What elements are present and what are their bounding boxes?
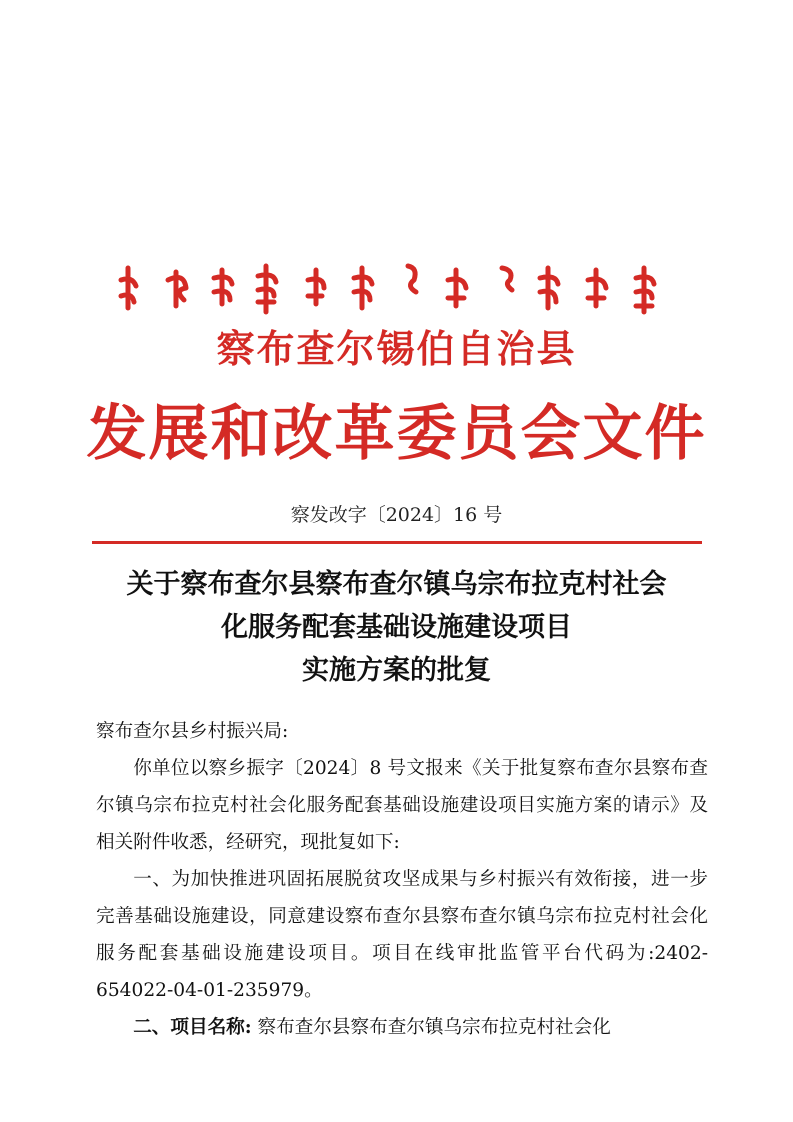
paragraph-3-label: 二、项目名称: (133, 1017, 252, 1038)
title-line-1: 关于察布查尔县察布查尔镇乌宗布拉克村社会 (126, 569, 667, 600)
paragraph-3-text: 察布查尔县察布查尔镇乌宗布拉克村社会化 (257, 1017, 611, 1038)
paragraph-2: 一、为加快推进巩固拓展脱贫攻坚成果与乡村振兴有效衔接，进一步完善基础设施建设，同意建设察布查尔县察布查尔镇乌宗布拉克村社会化服务配套基础设施建设项目。项目在线审批监管平台代码为:2402-654022-04-01-235979。 (96, 869, 708, 1001)
salutation: 察布查尔县乡村振兴局: (96, 721, 289, 742)
red-divider (92, 541, 702, 544)
paragraph-1: 你单位以察乡振字〔2024〕8 号文报来《关于批复察布查尔县察布查尔镇乌宗布拉克村社会化服务配套基础设施建设项目实施方案的请示》及相关附件收悉，经研究，现批复如下: (96, 758, 708, 853)
title-line-2: 化服务配套基础设施建设项目 (221, 612, 572, 643)
document-body (96, 713, 708, 1046)
title-line-3: 实施方案的批复 (302, 655, 491, 686)
issuer-name: 察布查尔锡伯自治县 (216, 326, 577, 371)
document-number: 察发改字〔2024〕16 号 (290, 504, 503, 526)
paragraph-3 (96, 1009, 708, 1046)
document-type-heading: 发展和改革委员会文件 (86, 399, 707, 469)
document-title (60, 563, 733, 692)
mongolian-script-text: ᠴᠠᠪᠴᠠᠯ ᠰᠢᠪᠡ ᠥᠪᠡᠷᠲᠡᠭᠡᠨ ᠵᠠᠰᠠᠬᠤ ᠰᠢᠶᠠᠨ (118, 258, 134, 259)
mongolian-script-heading (118, 258, 678, 318)
